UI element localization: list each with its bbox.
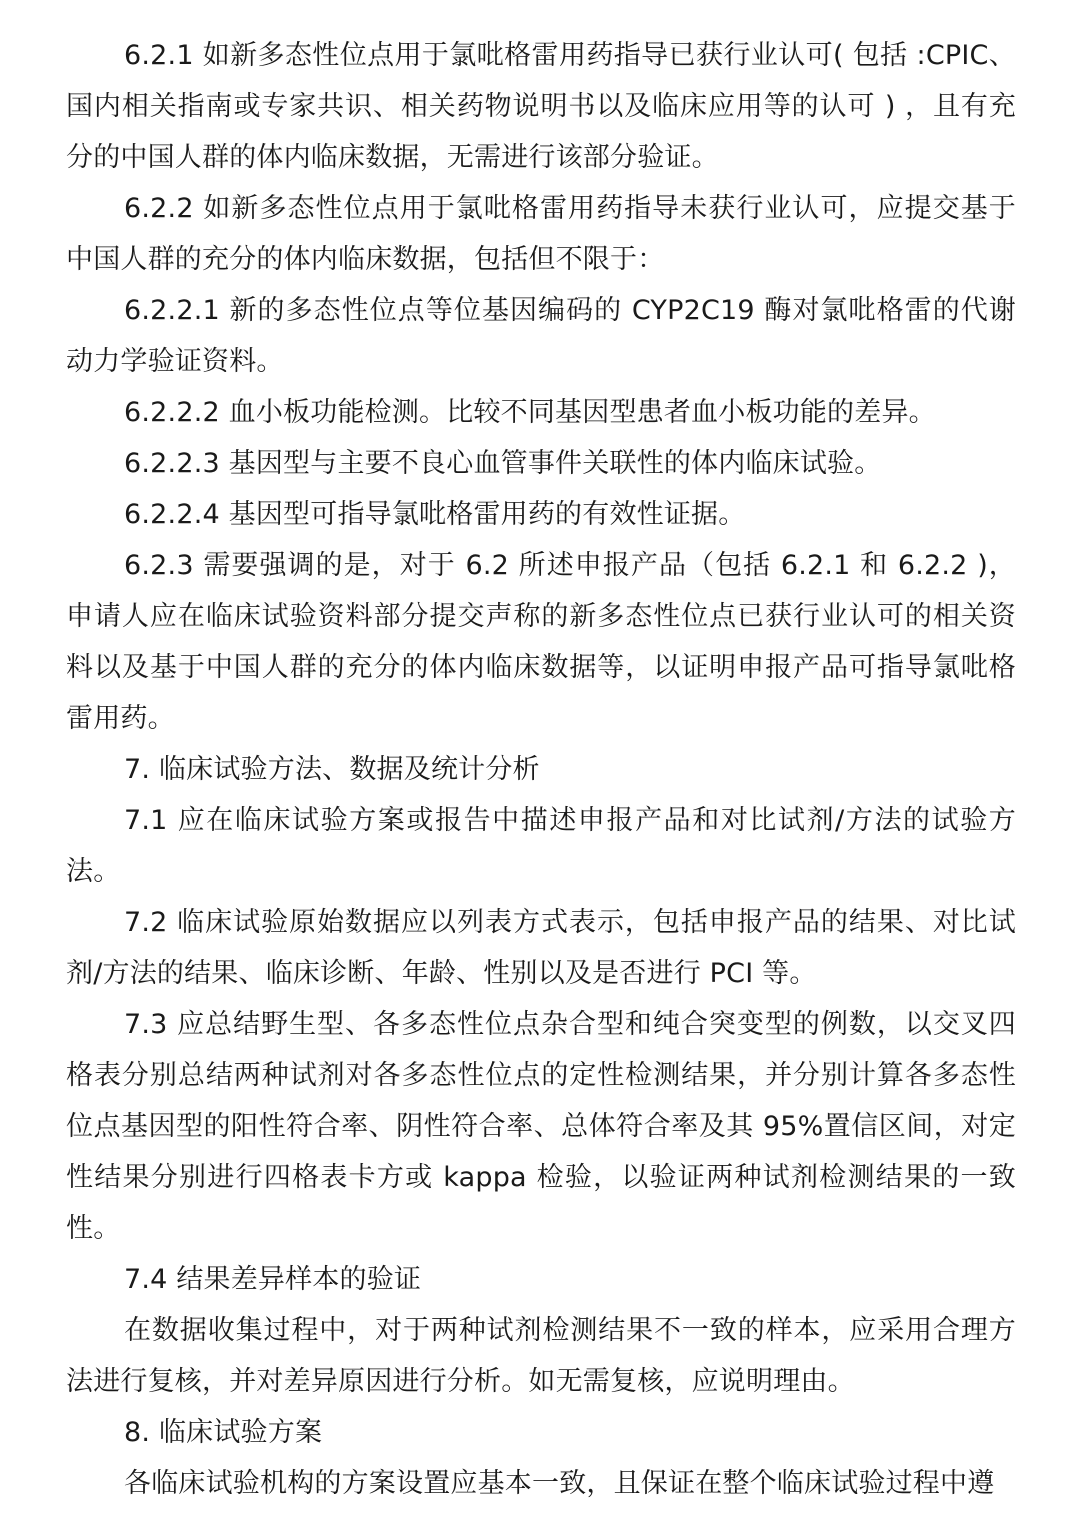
paragraph-7-2: 7.2 临床试验原始数据应以列表方式表示，包括申报产品的结果、对比试剂/方法的结果、临床诊断、年龄、性别以及是否进行 PCI 等。 [66,907,1016,989]
paragraph-8-body: 各临床试验机构的方案设置应基本一致，且保证在整个临床试验过程中遵 [124,1468,995,1499]
section-heading-8: 8. 临床试验方案 [124,1417,323,1448]
paragraph-6-2-1: 6.2.1 如新多态性位点用于氯吡格雷用药指导已获行业认可( 包括 :CPIC、国内相关指南或专家共识、相关药物说明书以及临床应用等的认可 ) ，且有充分的中国人群的体内临床数据，无需进行该部分验证。 [66,40,1016,173]
section-heading-7: 7. 临床试验方法、数据及统计分析 [124,754,540,785]
paragraph-6-2-2-4: 6.2.2.4 基因型可指导氯吡格雷用药的有效性证据。 [124,499,746,530]
paragraph-6-2-2: 6.2.2 如新多态性位点用于氯吡格雷用药指导未获行业认可，应提交基于中国人群的充分的体内临床数据，包括但不限于： [66,193,1016,275]
paragraph-6-2-2-3: 6.2.2.3 基因型与主要不良心血管事件关联性的体内临床试验。 [124,448,882,479]
subheading-7-4: 7.4 结果差异样本的验证 [124,1264,422,1295]
paragraph-7-3: 7.3 应总结野生型、各多态性位点杂合型和纯合突变型的例数，以交叉四格表分别总结两种试剂对各多态性位点的定性检测结果，并分别计算各多态性位点基因型的阳性符合率、阴性符合率、总体符合率及其 95%置信区间，对定性结果分别进行四格表卡方或 kappa 检验，以验证两种试剂检测结果的一致性。 [66,1009,1016,1244]
paragraph-6-2-2-2: 6.2.2.2 血小板功能检测。比较不同基因型患者血小板功能的差异。 [124,397,936,428]
paragraph-6-2-3: 6.2.3 需要强调的是，对于 6.2 所述申报产品（包括 6.2.1 和 6.2.2 )，申请人应在临床试验资料部分提交声称的新多态性位点已获行业认可的相关资料以及基于中国人群的充分的体内临床数据等，以证明申报产品可指导氯吡格雷用药。 [66,550,1016,734]
paragraph-7-4-body: 在数据收集过程中，对于两种试剂检测结果不一致的样本，应采用合理方法进行复核，并对差异原因进行分析。如无需复核，应说明理由。 [66,1315,1016,1397]
paragraph-7-1: 7.1 应在临床试验方案或报告中描述申报产品和对比试剂/方法的试验方法。 [66,805,1016,887]
paragraph-6-2-2-1: 6.2.2.1 新的多态性位点等位基因编码的 CYP2C19 酶对氯吡格雷的代谢动力学验证资料。 [66,295,1016,377]
